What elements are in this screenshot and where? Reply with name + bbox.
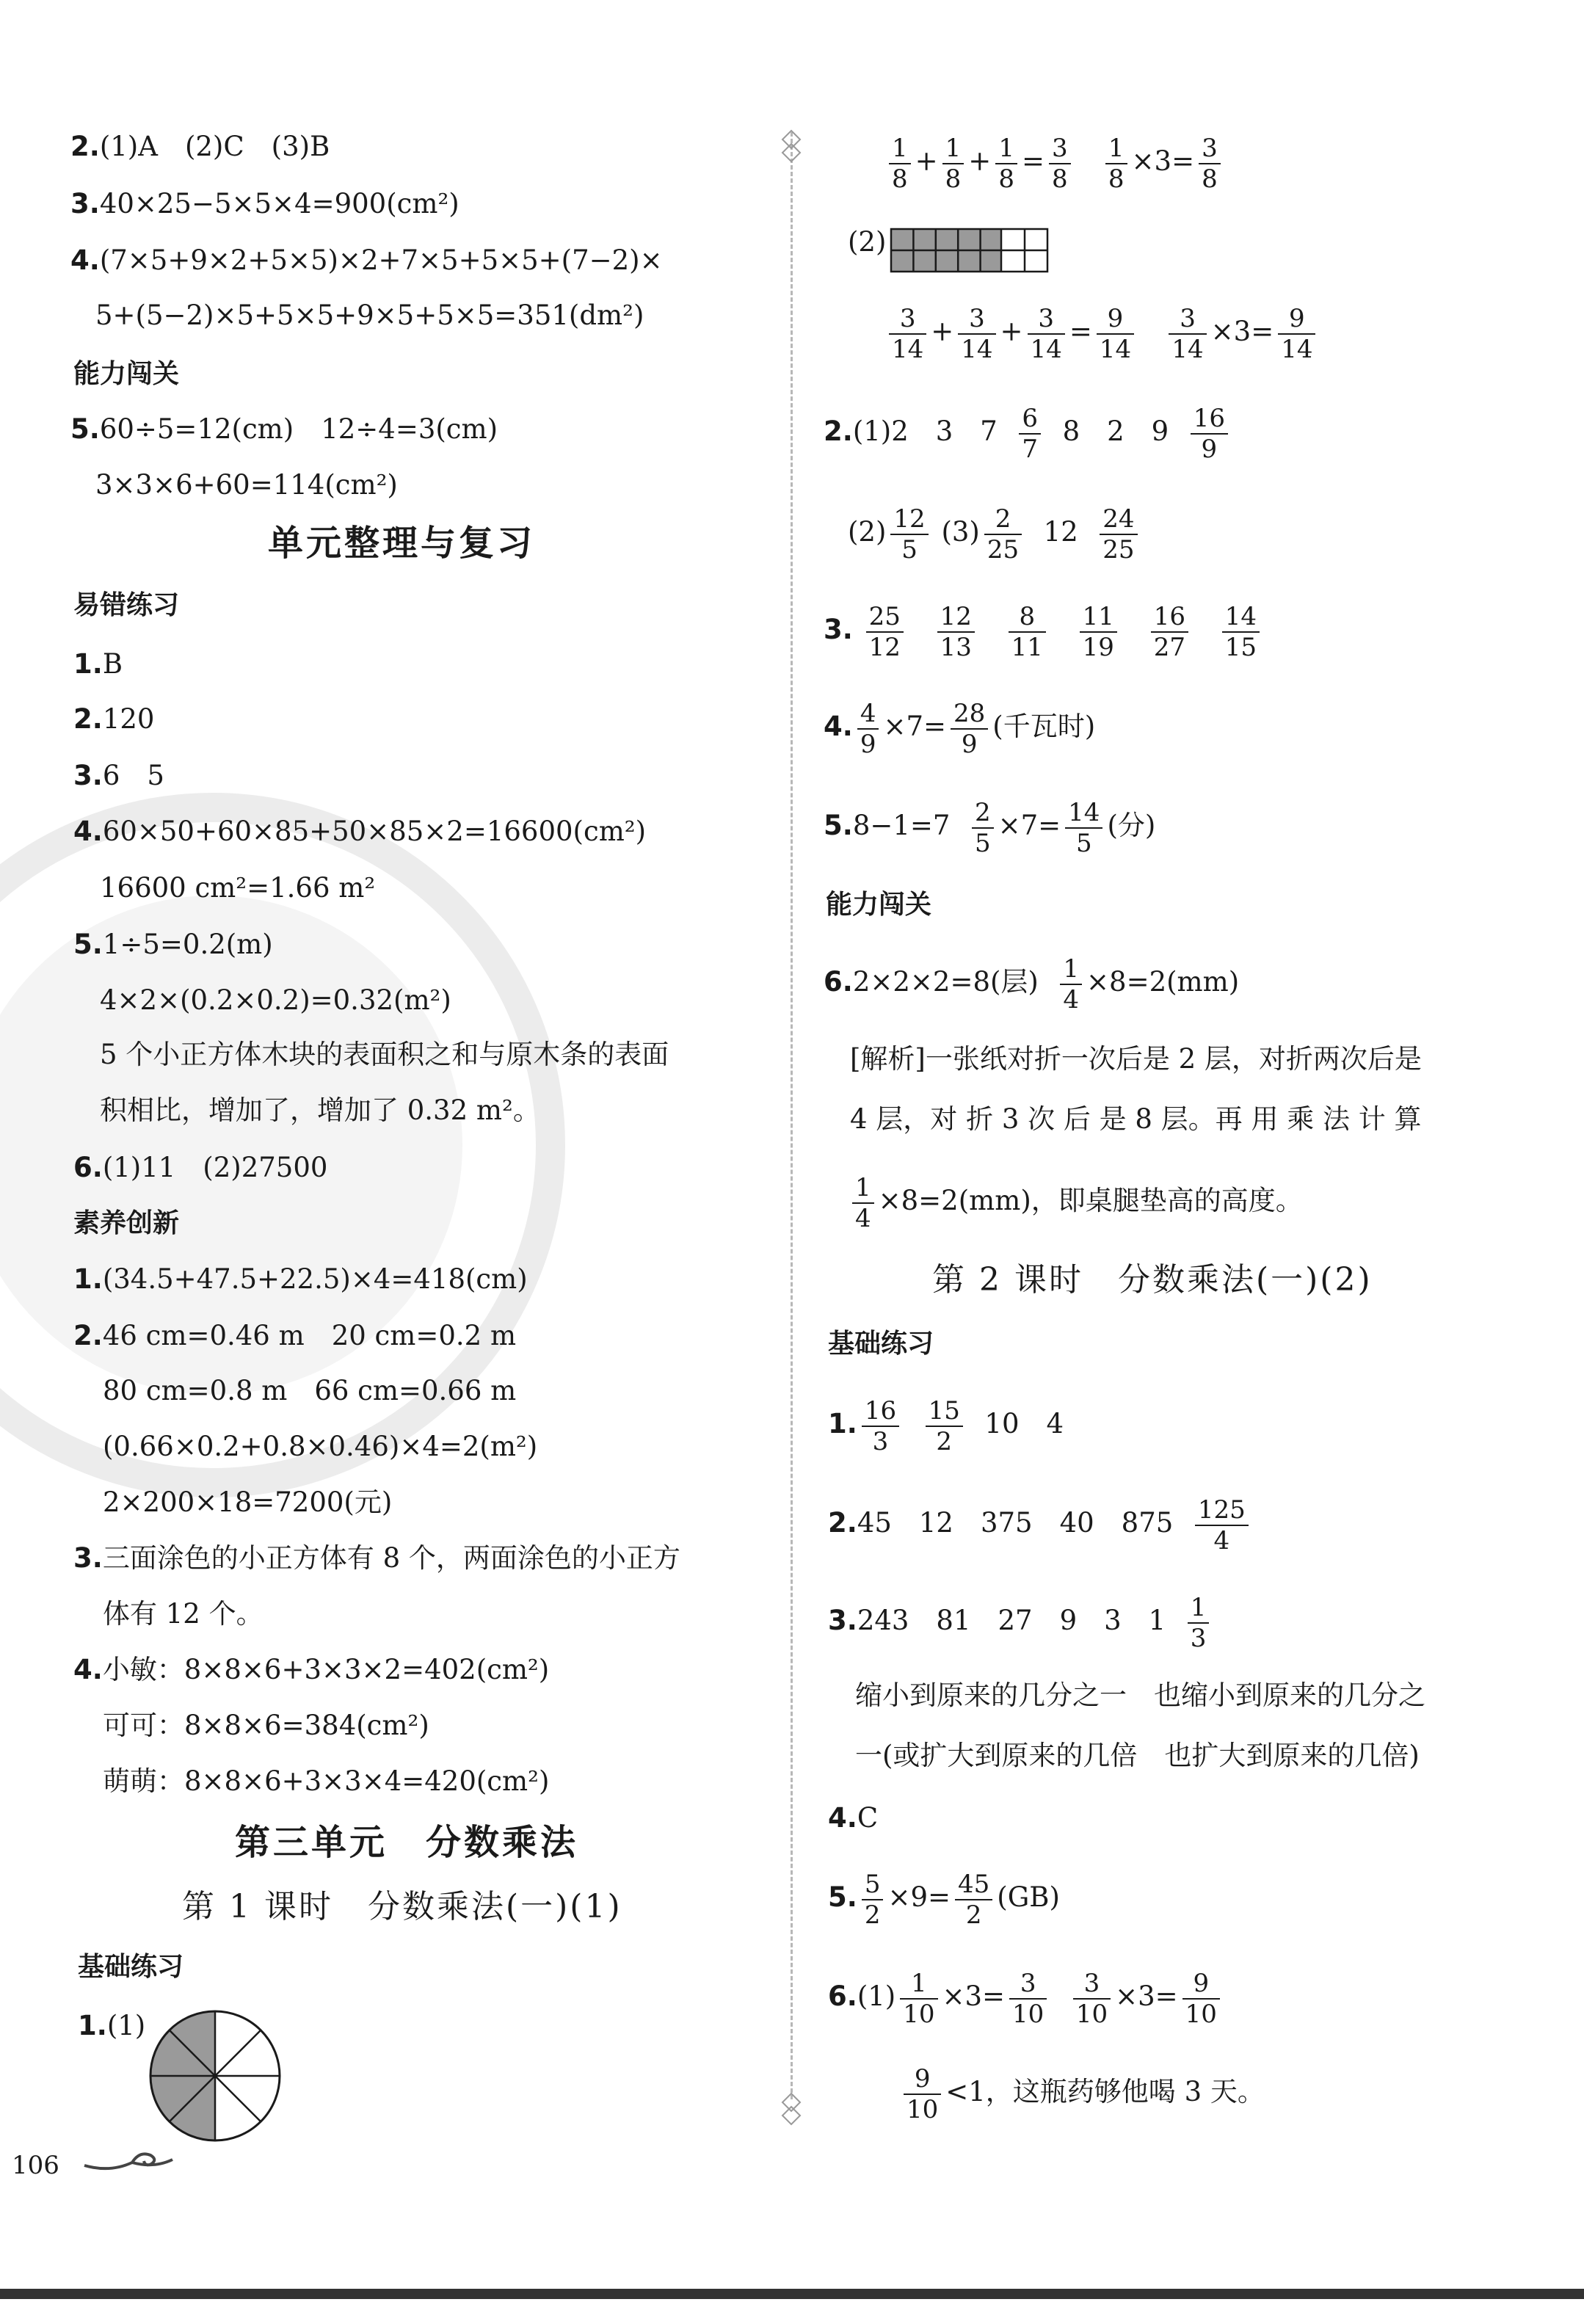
yicuo-4: 4.60×50+60×85+50×85×2=16600(cm²) [73,816,647,847]
answer-5: 5.60÷5=12(cm) 12÷4=3(cm) [70,413,498,445]
suyang-3: 3.三面涂色的小正方体有 8 个，两面涂色的小正方 [73,1542,680,1574]
right-q6: 6.2×2×2=8(层) $\frac{1}{4}$ ×8=2(mm) [824,954,1240,1014]
yicuo-1: 1.B [73,648,123,680]
yicuo-5-c: 5 个小正方体木块的表面积之和与原木条的表面 [100,1039,669,1070]
basic2-5: 5. $\frac{5}{2}$ ×9= $\frac{45}{2}$ (GB) [828,1869,1060,1930]
yicuo-5: 5.1÷5=0.2(m) [73,929,273,960]
analysis-line-1: [解析]一张纸对折一次后是 2 层，对折两次后是 [850,1043,1422,1075]
suyang-2-d: 2×200×18=7200(元) [103,1486,393,1518]
yicuo-4-cont: 16600 cm²=1.66 m² [100,872,376,904]
answer-5-cont: 3×3×6+60=114(cm²) [95,469,398,501]
right-q2-1: 2.(1)2 3 7 $\frac{6}{7}$ 8 2 9 $\frac{16}{9}$ [824,402,1232,464]
basic2-6-b: $\frac{9}{10}$ <1，这瓶药够他喝 3 天。 [899,2063,1265,2124]
answer-3: 3.40×25−5×5×4=900(cm²) [70,188,459,219]
right-q3: 3. $\frac{25}{12}$ $\frac{12}{13}$ $\frac{8}{11}$ $\frac{11}{19}$ $\frac{16}{27}$ $\frac{14}{15}$ [824,600,1264,662]
unit-review-title: 单元整理与复习 [268,523,536,564]
basic2-1: 1. $\frac{16}{3}$ $\frac{15}{2}$ 10 4 [828,1395,1064,1456]
page-number: 106 [12,2151,59,2180]
section-jichu-2: 基础练习 [828,1329,934,1359]
suyang-2-b: 80 cm=0.8 m 66 cm=0.66 m [103,1375,517,1406]
pie-diagram [147,2008,283,2144]
lesson2-title: 第 2 课时 分数乘法(一)(2) [932,1261,1373,1299]
basic-1: 1.(1) [78,2010,146,2041]
analysis-line-2: 4 层，对 折 3 次 后 是 8 层。再 用 乘 法 计 算 [850,1103,1422,1135]
yicuo-3: 3.6 5 [73,760,164,791]
yicuo-6: 6.(1)11 (2)27500 [73,1152,328,1183]
cloud-ornament-icon [81,2143,176,2173]
yicuo-5-d: 积相比，增加了，增加了 0.32 m²。 [100,1094,540,1126]
right-q2-2: (2) $\frac{12}{5}$ (3) $\frac{2}{25}$ 12 $\frac{24}{25}$ [848,503,1142,564]
column-divider [791,132,793,2099]
right-q4: 4. $\frac{4}{9}$ ×7= $\frac{28}{9}$ (千瓦时) [824,698,1096,759]
right-frac-line-2: $\frac{3}{14}$ + $\frac{3}{14}$ + $\frac{3}{14}$ = $\frac{9}{14}$ $\frac{3}{14}$ ×3= $\frac{9}{14}$ [884,302,1320,364]
strip-grid-diagram [890,228,1050,273]
lesson1-title: 第 1 课时 分数乘法(一)(1) [182,1888,622,1925]
basic2-3-c: 一(或扩大到原来的几倍 也扩大到原来的几倍) [855,1740,1420,1771]
right-q5: 5.8−1=7 $\frac{2}{5}$ ×7= $\frac{14}{5}$ (分) [824,797,1156,858]
answer-2: 2.(1)A (2)C (3)B [70,131,330,162]
basic2-3: 3.243 81 27 9 3 1 $\frac{1}{3}$ [828,1591,1213,1653]
suyang-2: 2.46 cm=0.46 m 20 cm=0.2 m [73,1320,517,1351]
divider-ornament-icon [780,2092,803,2126]
yicuo-5-b: 4×2×(0.2×0.2)=0.32(m²) [100,984,451,1016]
divider-ornament-icon [780,129,803,163]
section-nengli-2: 能力闯关 [826,890,932,920]
basic2-3-b: 缩小到原来的几分之一 也缩小到原来的几分之 [855,1680,1425,1711]
answer-4-cont: 5+(5−2)×5+5×5+9×5+5×5=351(dm²) [95,299,644,331]
unit3-title: 第三单元 分数乘法 [235,1822,579,1863]
section-yicuo: 易错练习 [73,590,180,620]
section-jichu-1: 基础练习 [78,1952,184,1982]
suyang-4: 4.小敏：8×8×6+3×3×2=402(cm²) [73,1654,550,1685]
suyang-2-c: (0.66×0.2+0.8×0.46)×4=2(m²) [103,1431,538,1462]
suyang-3-b: 体有 12 个。 [103,1598,264,1630]
basic2-4: 4.C [828,1802,879,1834]
basic2-2: 2.45 12 375 40 875 $\frac{125}{4}$ [828,1494,1253,1555]
right-grid-label: (2) [848,226,887,258]
basic2-6: 6.(1) $\frac{1}{10}$ ×3= $\frac{3}{10}$ $\frac{3}{10}$ ×3= $\frac{9}{10}$ [828,1967,1224,2029]
suyang-4-b: 可可：8×8×6=384(cm²) [103,1710,429,1741]
right-frac-line-1: $\frac{1}{8}$ + $\frac{1}{8}$ + $\frac{1}{8}$ = $\frac{3}{8}$ $\frac{1}{8}$ ×3= $\frac{3}{8}$ [884,132,1225,194]
section-suyang: 素养创新 [73,1208,180,1238]
suyang-1: 1.(34.5+47.5+22.5)×4=418(cm) [73,1263,528,1295]
analysis-line-3: $\frac{1}{4}$ ×8=2(mm)，即桌腿垫高的高度。 [848,1172,1303,1233]
footer-bar [0,2289,1584,2299]
answer-4: 4.(7×5+9×2+5×5)×2+7×5+5×5+(7−2)× [70,244,663,276]
yicuo-2: 2.120 [73,703,155,735]
suyang-4-c: 萌萌：8×8×6+3×3×4=420(cm²) [103,1765,550,1797]
section-nengli: 能力闯关 [73,359,180,389]
